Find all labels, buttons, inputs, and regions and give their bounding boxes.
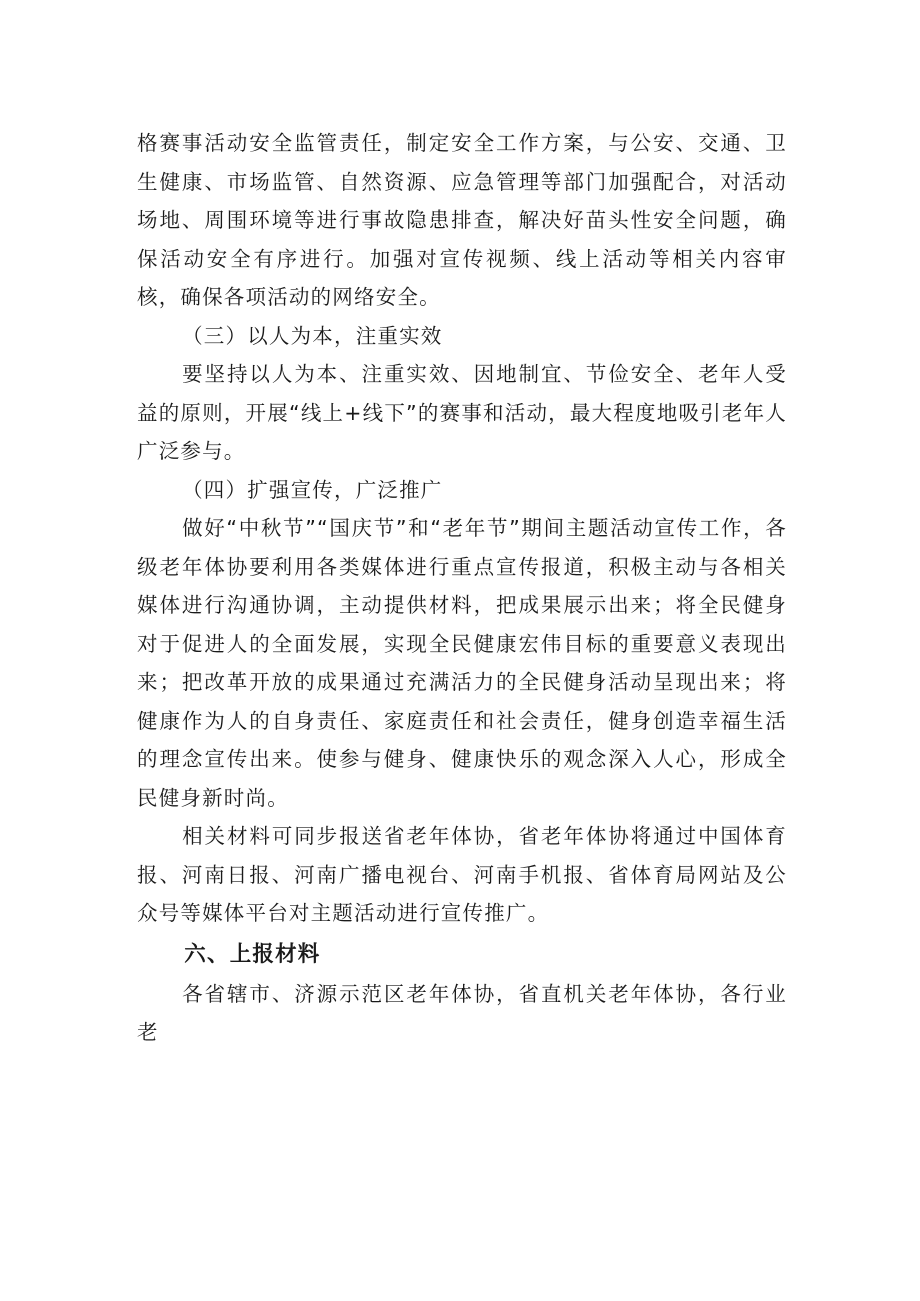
subheading-publicity: （四）扩强宣传，广泛推广 [182, 477, 443, 502]
paragraph-people-oriented: 要坚持以人为本、注重实效、因地制宜、节俭安全、老年人受益的原则，开展“线上+线下”的赛事和活动，最大程度地吸引老年人广泛参与。 [137, 362, 787, 463]
paragraph-report-materials: 各省辖市、济源示范区老年体协，省直机关老年体协，各行业老 [137, 981, 787, 1044]
document-body [137, 124, 787, 1052]
paragraph-safety-supervision: 格赛事活动安全监管责任，制定安全工作方案，与公安、交通、卫生健康、市场监管、自然资源、应急管理等部门加强配合，对活动场地、周围环境等进行事故隐患排查，解决好苗头性安全问题，确保活动安全有序进行。加强对宣传视频、线上活动等相关内容审核，确保各项活动的网络安全。 [137, 131, 787, 309]
paragraph-publicity: 做好“中秋节”“国庆节”和“老年节”期间主题活动宣传工作，各级老年体协要利用各类媒体进行重点宣传报道，积极主动与各相关媒体进行沟通协调，主动提供材料，把成果展示出来；将全民健身对于促进人的全面发展，实现全民健康宏伟目标的重要意义表现出来；把改革开放的成果通过充满活力的全民健身活动呈现出来；将健康作为人的自身责任、家庭责任和社会责任，健身创造幸福生活的理念宣传出来。使参与健身、健康快乐的观念深入人心，形成全民健身新时尚。 [137, 516, 787, 810]
subheading-people-oriented: （三）以人为本，注重实效 [182, 323, 443, 348]
paragraph-materials-submission: 相关材料可同步报送省老年体协，省老年体协将通过中国体育报、河南日报、河南广播电视台、河南手机报、省体育局网站及公众号等媒体平台对主题活动进行宣传推广。 [137, 824, 787, 925]
section-heading-report-materials: 六、上报材料 [184, 941, 321, 967]
